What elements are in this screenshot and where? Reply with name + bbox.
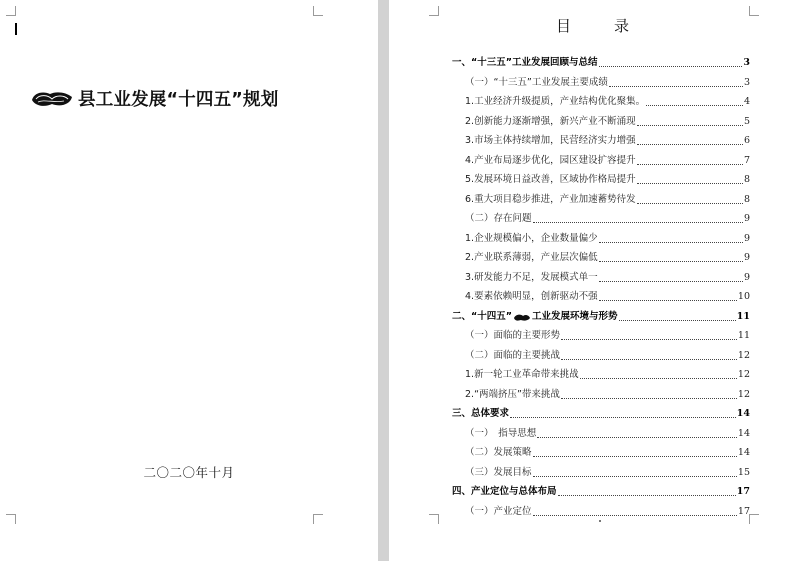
toc-entry-text: 1.企业规模偏小，企业数量偏少 [465,232,598,244]
toc-entry[interactable] [452,151,750,167]
toc-entry-label [465,174,636,186]
toc-dot-leader [561,398,737,399]
toc-entry[interactable] [452,482,750,498]
toc-entry-label [465,330,560,342]
toc-entry-text: 三、总体要求 [452,408,510,419]
toc-entry-text: 工业发展环境与形势 [532,310,618,322]
toc-entry-text: 1.工业经济升级提质，产业结构优化聚集。 [465,96,646,107]
toc-entry-text: 4.产业布局逐步优化，园区建设扩容提升 [465,154,636,166]
toc-page-number: 17 [736,486,750,497]
toc-dot-leader [619,320,736,321]
toc-entry-text: 1.新一轮工业革命带来挑战 [465,369,579,380]
toc-page-number: 17 [737,505,750,517]
toc-entry-text: （二）存在问题 [465,213,532,224]
toc-dot-leader [599,300,737,301]
toc-dot-leader [637,203,743,204]
toc-entry-text: 4.要素依赖明显，创新驱动不强 [465,291,598,302]
toc-entry[interactable] [452,268,750,284]
toc-dot-leader [533,476,737,477]
toc-entry-label [465,96,645,108]
toc-entry-text: 2.产业联系薄弱，产业层次偏低 [465,252,598,263]
toc-entry-text: 5.发展环境日益改善，区域协作格局提升 [465,174,636,185]
toc-entry[interactable] [452,190,750,206]
toc-entry-label [465,213,532,225]
toc-entry[interactable] [452,112,750,128]
toc-entry-label [452,57,598,69]
redaction-scribble [30,90,74,108]
redaction-scribble [513,313,531,322]
toc-page-number: 9 [743,232,750,244]
cover-page [0,0,378,561]
toc-entry[interactable] [452,463,750,479]
page-marker [599,520,601,522]
toc-entry[interactable] [452,326,750,342]
toc-dot-leader [580,378,737,379]
toc-page-number: 9 [743,271,750,283]
toc-entry-label [465,369,579,381]
toc-page-number: 9 [743,213,750,224]
toc-entry[interactable] [452,248,750,264]
toc-dot-leader [599,242,743,243]
toc-entry[interactable] [452,170,750,186]
toc-dot-leader [561,339,737,340]
toc-entry-label [465,467,532,479]
toc-dot-leader [537,437,737,438]
toc-entry-label [452,311,618,323]
toc-page-number: 11 [737,330,750,341]
toc-entry-text: （一） 指导思想 [465,427,537,439]
toc-page-number: 7 [743,154,750,166]
toc-page-number: 3 [743,76,750,88]
crop-mark [313,6,323,16]
crop-mark [749,514,759,524]
toc-entry[interactable] [452,131,750,147]
toc-entry-label [465,77,608,89]
toc-dot-leader [533,456,737,457]
crop-mark [6,514,16,524]
toc-entry-text: （一）“十三五”工业发展主要成绩 [465,76,608,88]
toc-dot-leader [533,222,743,223]
toc-page-number: 14 [737,427,750,439]
toc-dot-leader [561,359,737,360]
toc-page-number: 14 [737,447,750,458]
toc-entry-label [465,350,560,362]
toc-entry[interactable] [452,287,750,303]
toc-page-number: 10 [737,291,750,302]
crop-mark [429,514,439,524]
toc-entry-text: 3.市场主体持续增加，民营经济实力增强 [465,135,636,146]
toc-page-number: 11 [736,310,750,322]
toc-entry-text: 2.创新能力逐渐增强，新兴产业不断涌现 [465,115,636,127]
toc-entry-text: 6.重大项目稳步推进，产业加速蓄势待发 [465,193,636,205]
toc-entry-text: （一）产业定位 [465,505,532,517]
toc-page-number: 3 [743,57,750,68]
toc-dot-leader [646,105,743,106]
toc-page-number: 9 [743,252,750,263]
toc-dot-leader [533,515,737,516]
text-cursor [15,23,17,35]
toc-dot-leader [510,417,736,418]
toc-entry-label [465,291,598,303]
document-title-text: 县工业发展“十四五”规划 [78,90,279,110]
toc-entry-label [452,486,557,498]
toc-entry-text: （一）面临的主要形势 [465,330,561,341]
toc-page-number: 12 [737,388,750,400]
toc-page-number: 12 [737,349,750,361]
toc-entry-text: 二、“十四五” [452,310,512,322]
document-date: 二〇二〇年十月 [143,465,235,480]
toc-dot-leader [637,164,743,165]
toc-entry-text: （二）发展策略 [465,447,532,458]
toc-page-number: 8 [743,193,750,205]
toc-entry[interactable] [452,53,750,69]
toc-dot-leader [609,86,743,87]
toc-entry[interactable] [452,92,750,108]
toc-entry-text: 3.研发能力不足，发展模式单一 [465,271,598,283]
toc-entry-label [465,506,532,518]
toc-entry[interactable] [452,502,750,518]
toc-page-number: 8 [743,174,750,185]
toc-dot-leader [599,261,743,262]
toc-entry-label [465,155,636,167]
toc-dot-leader [637,144,743,145]
toc-entry-text: 四、产业定位与总体布局 [452,486,557,497]
toc-entry[interactable] [452,307,750,323]
toc-entry[interactable] [452,443,750,459]
toc-page-number: 6 [743,135,750,146]
toc-entry[interactable] [452,385,750,401]
toc-entry[interactable] [452,229,750,245]
toc-entry-label [452,408,509,420]
toc-entry-label [465,233,598,245]
toc-page-number: 12 [737,369,750,380]
toc-entry-label [465,252,598,264]
toc-entry-label [465,135,636,147]
toc-dot-leader [637,125,743,126]
toc-entry-text: 一、“十三五”工业发展回顾与总结 [452,57,598,68]
page-gutter [378,0,389,561]
toc-entry-text: （三）发展目标 [465,466,532,478]
toc-entry-label [465,272,598,284]
document-title[interactable] [30,86,350,112]
toc-entry[interactable] [452,209,750,225]
toc-entry-label [465,116,636,128]
toc-entry-text: （二）面临的主要挑战 [465,349,561,361]
toc-entry-label [465,428,536,440]
toc-entry[interactable] [452,365,750,381]
toc-page-number: 15 [737,466,750,478]
toc-dot-leader [637,183,743,184]
crop-mark [313,514,323,524]
toc-entry[interactable] [452,346,750,362]
toc-entry-label [465,194,636,206]
toc-page-number: 14 [736,408,750,419]
toc-page-number: 4 [743,96,750,107]
toc-entry-label [465,389,560,401]
toc-entry-text: 2.“两端挤压”带来挑战 [465,388,560,400]
toc-dot-leader [599,66,743,67]
crop-mark [6,6,16,16]
toc-dot-leader [558,495,736,496]
toc-entry-label [465,447,532,459]
toc-entry[interactable] [452,73,750,89]
toc-page-number: 5 [743,115,750,127]
toc-entry[interactable] [452,424,750,440]
toc-dot-leader [599,281,743,282]
toc-heading: 目 录 [555,17,643,35]
toc-entry[interactable] [452,404,750,420]
